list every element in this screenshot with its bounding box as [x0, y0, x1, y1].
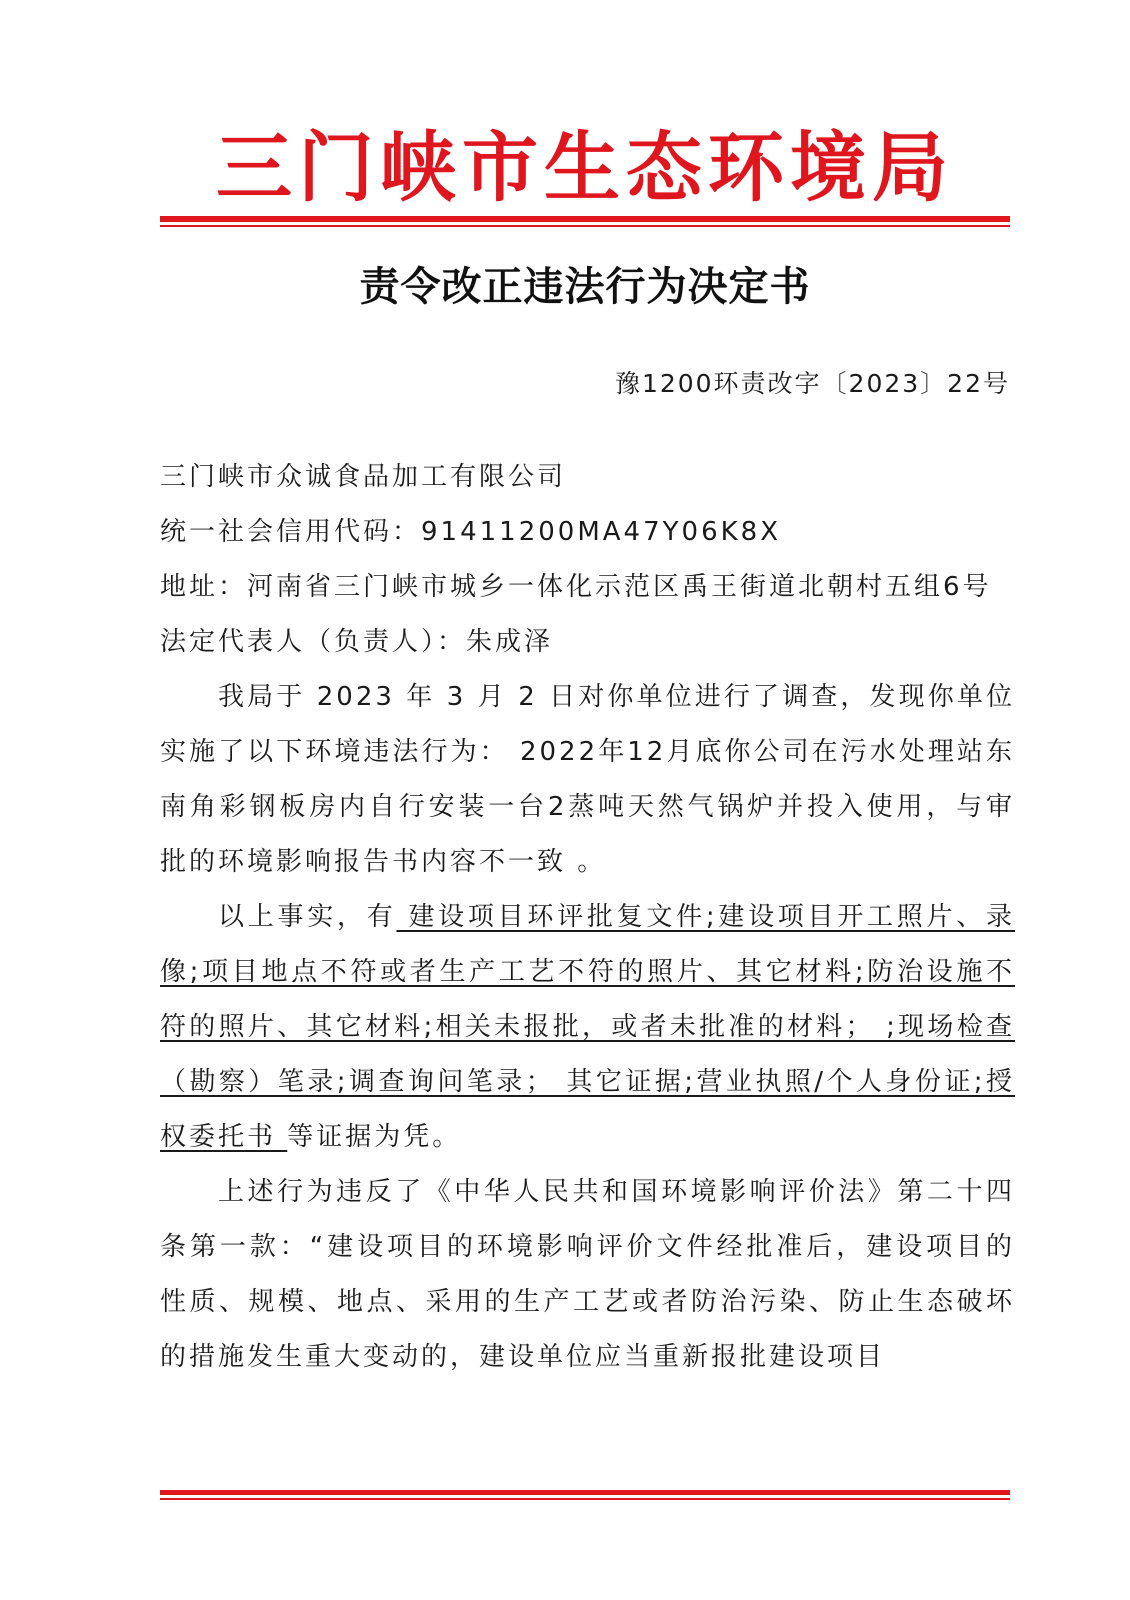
evidence-suffix: 等证据为凭。	[287, 1122, 462, 1152]
evidence-prefix: 以上事实，有	[218, 902, 397, 932]
legal-representative: 法定代表人（负责人）：朱成泽	[160, 627, 554, 657]
document-number: 豫1200环责改字〔2023〕22号	[614, 369, 1010, 398]
footer-rule-thin	[160, 1498, 1010, 1500]
company-address: 地址：河南省三门峡市城乡一体化示范区禹王街道北朝村五组6号	[160, 572, 992, 602]
document-body	[160, 450, 1015, 1385]
header-rule-thick	[160, 216, 1010, 222]
header-rule-thin	[160, 225, 1010, 227]
violation-paragraph: 上述行为违反了《中华人民共和国环境影响评价法》第二十四条第一款：“建设项目的环境影响评价文件经批准后，建设项目的性质、规模、地点、采用的生产工艺或者防治污染、防止生态破坏的措施发生重大变动的，建设单位应当重新报批建设项目	[160, 1177, 1015, 1372]
company-name: 三门峡市众诚食品加工有限公司	[160, 462, 567, 492]
agency-title: 三门峡市生态环境局	[216, 123, 954, 212]
evidence-paragraph	[160, 890, 1015, 1165]
footer-rule-thick	[160, 1490, 1010, 1495]
evidence-list: 建设项目环评批复文件;建设项目开工照片、录像;项目地点不符或者生产工艺不符的照片、其它材料;防治设施不符的照片、其它材料;相关未报批，或者未批准的材料； ;现场检查（勘察）笔录;调查询问笔录； 其它证据;营业执照/个人身份证;授权委托书	[160, 902, 1015, 1152]
document-title: 责令改正违法行为决定书	[359, 263, 811, 310]
investigation-paragraph: 我局于 2023 年 3 月 2 日对你单位进行了调查，发现你单位实施了以下环境违法行为： 2022年12月底你公司在污水处理站东南角彩钢板房内自行安装一台2蒸吨天然气锅炉并投入使用，与审批的环境影响报告书内容不一致 。	[160, 682, 1015, 877]
credit-code: 统一社会信用代码：91411200MA47Y06K8X	[160, 517, 782, 547]
